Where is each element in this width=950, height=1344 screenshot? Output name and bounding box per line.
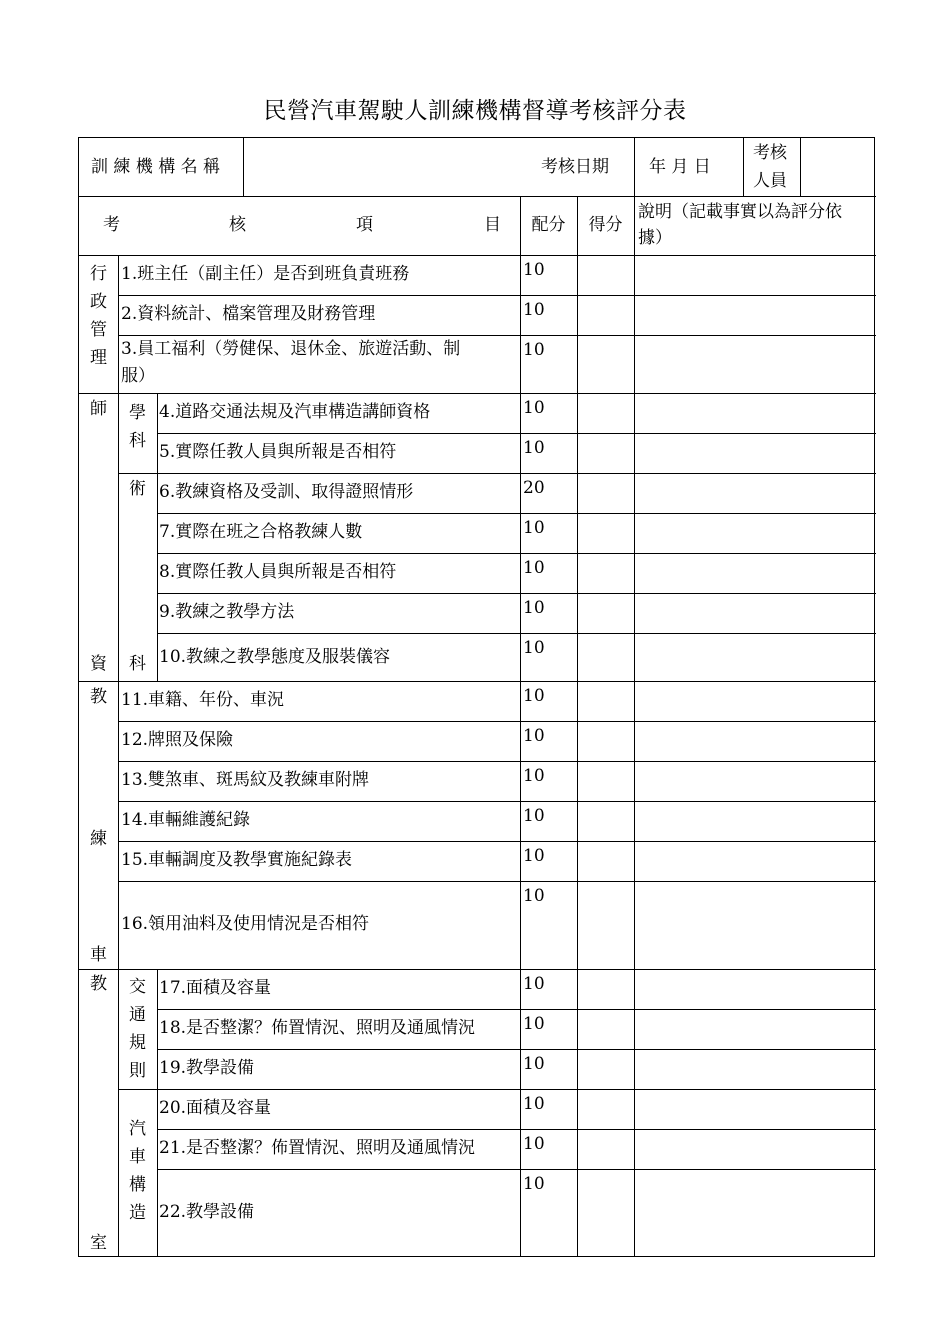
row-divider [157,633,876,634]
column-divider [800,138,801,196]
column-divider [577,196,578,1257]
item-text: 10.教練之教學態度及服裝儀容 [159,647,391,667]
item-points: 10 [523,518,545,538]
row-divider [118,761,876,762]
row-divider [157,1169,876,1170]
item-text: 5.實際任教人員與所報是否相符 [159,442,397,462]
item-points: 10 [523,886,545,906]
org-name-label: 訓 練 機 構 名 稱 [91,157,221,177]
item-text: 1.班主任（副主任）是否到班負責班務 [121,264,410,284]
org-name-value[interactable] [251,155,511,179]
row-divider [79,681,876,682]
item-text: 22.教學設備 [159,1202,255,1222]
column-divider [520,196,521,1257]
column-divider [243,138,244,196]
row-divider [118,295,876,296]
item-points: 10 [523,638,545,658]
item-text: 8.實際任教人員與所報是否相符 [159,562,397,582]
group-label-teacher: 資 [90,654,107,674]
item-points: 10 [523,598,545,618]
item-text: 17.面積及容量 [159,978,272,998]
item-points: 10 [523,1094,545,1114]
row-divider [157,513,876,514]
item-points: 10 [523,726,545,746]
column-header-item: 目 [484,215,501,235]
audit-date-value[interactable]: 年 月 日 [649,157,711,177]
column-divider [634,138,635,196]
column-header-item: 考 [103,215,120,235]
item-points: 10 [523,260,545,280]
item-points: 10 [523,846,545,866]
column-header-remark: 說明（記載事實以為評分依 [638,202,842,222]
item-text: 15.車輛調度及教學實施紀錄表 [121,850,353,870]
item-text: 服） [121,366,155,386]
item-text: 16.領用油料及使用情況是否相符 [121,914,370,934]
group-label-vehicle: 教 [90,687,107,707]
row-divider [157,1009,876,1010]
item-points: 20 [523,478,545,498]
row-divider [118,335,876,336]
evaluation-table [78,137,875,1257]
item-points: 10 [523,340,545,360]
row-divider [118,801,876,802]
row-divider [79,255,876,256]
row-divider [157,1049,876,1050]
item-points: 10 [523,1014,545,1034]
subgroup-label-academic: 學 科 [129,403,146,451]
item-text: 19.教學設備 [159,1058,255,1078]
auditor-value[interactable] [809,155,869,179]
row-divider [118,841,876,842]
row-divider [79,196,876,197]
item-points: 10 [523,438,545,458]
item-text: 2.資料統計、檔案管理及財務管理 [121,304,376,324]
column-header-item: 核 [229,215,246,235]
item-text: 6.教練資格及受訓、取得證照情形 [159,482,414,502]
column-divider [743,138,744,196]
subgroup-label-traffic-rules: 交 通 規 則 [129,977,146,1081]
item-points: 10 [523,558,545,578]
row-divider [157,1129,876,1130]
row-divider [79,393,876,394]
item-text: 18.是否整潔？佈置情況、照明及通風情況 [159,1018,476,1038]
item-points: 10 [523,806,545,826]
item-points: 10 [523,1174,545,1194]
auditor-label: 考核 [753,143,787,163]
group-label-classroom: 室 [90,1233,107,1253]
row-divider [118,473,876,474]
column-divider [157,393,158,681]
item-text: 21.是否整潔？佈置情況、照明及通風情況 [159,1138,476,1158]
column-header-item: 項 [356,215,373,235]
row-divider [118,1089,876,1090]
item-text: 7.實際在班之合格教練人數 [159,522,363,542]
item-text: 3.員工福利（勞健保、退休金、旅遊活動、制 [121,339,461,359]
page-title: 民營汽車駕駛人訓練機構督導考核評分表 [263,98,687,124]
item-text: 11.車籍、年份、車況 [121,690,285,710]
item-text: 14.車輛維護紀錄 [121,810,251,830]
row-divider [118,881,876,882]
audit-date-label: 考核日期 [541,157,609,177]
item-points: 10 [523,974,545,994]
auditor-label: 人員 [753,171,787,191]
column-header-remark: 據） [638,228,672,248]
item-text: 9.教練之教學方法 [159,602,295,622]
column-header-max-score: 配分 [531,215,566,235]
row-divider [157,433,876,434]
column-divider [157,969,158,1257]
item-text: 12.牌照及保險 [121,730,234,750]
row-divider [79,969,876,970]
group-label-vehicle: 練 [90,829,107,849]
item-text: 4.道路交通法規及汽車構造講師資格 [159,402,431,422]
column-divider [634,196,635,1257]
group-label-teacher: 師 [90,399,107,419]
group-label-admin: 行 政 管 理 [90,264,107,368]
row-divider [118,721,876,722]
item-points: 10 [523,300,545,320]
column-header-score: 得分 [588,215,623,235]
subgroup-label-practical: 科 [129,654,146,674]
item-points: 10 [523,398,545,418]
item-points: 10 [523,686,545,706]
group-label-classroom: 教 [90,974,107,994]
row-divider [157,553,876,554]
subgroup-label-practical: 術 [129,479,146,499]
item-text: 13.雙煞車、斑馬紋及教練車附牌 [121,770,370,790]
row-divider [157,593,876,594]
item-points: 10 [523,1054,545,1074]
subgroup-label-car-structure: 汽 車 構 造 [129,1119,146,1223]
item-points: 10 [523,766,545,786]
group-label-vehicle: 車 [90,945,107,965]
item-text: 20.面積及容量 [159,1098,272,1118]
item-points: 10 [523,1134,545,1154]
